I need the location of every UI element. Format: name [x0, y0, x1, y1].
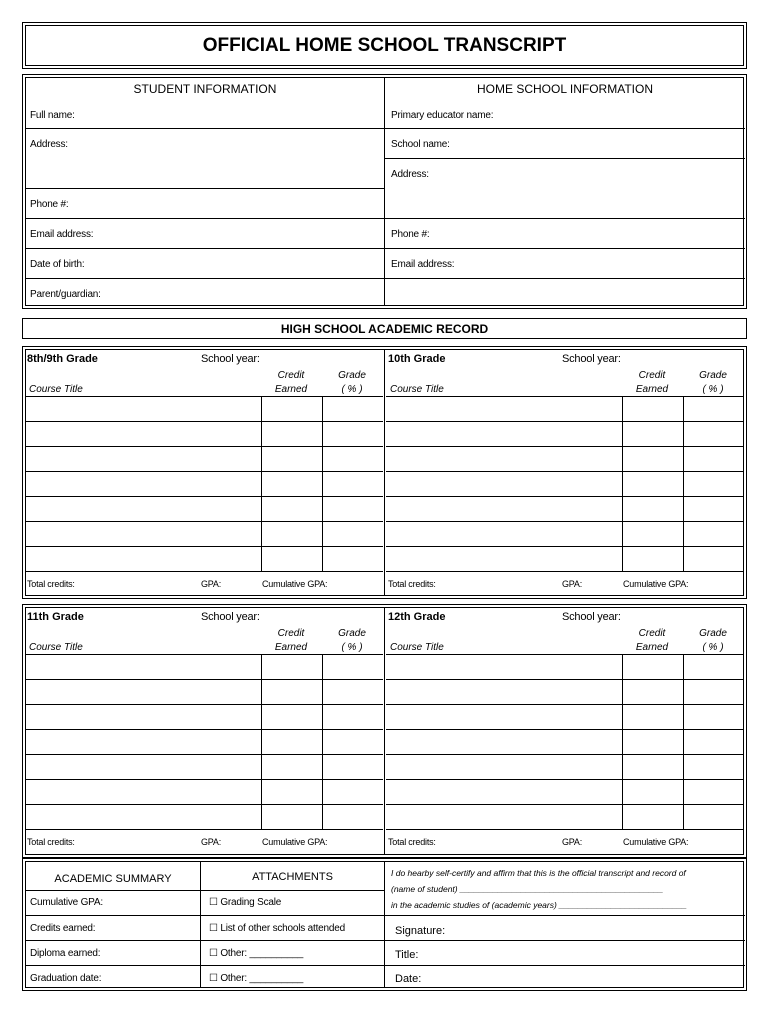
student-info-heading: STUDENT INFORMATION: [133, 82, 277, 96]
school-phone-field[interactable]: Phone #:: [391, 229, 430, 240]
grade-table: [386, 349, 744, 595]
total-credits-field[interactable]: Total credits:: [27, 579, 75, 589]
title-field[interactable]: Title:: [395, 949, 419, 961]
info-section: [22, 74, 747, 309]
grade-table: [25, 349, 383, 595]
course-row[interactable]: [25, 422, 383, 446]
course-row[interactable]: [386, 422, 744, 446]
certification-line-1: I do hearby self-certify and affirm that this is the official transcript and record of: [391, 868, 686, 878]
academic-record-banner: [22, 318, 747, 339]
credit-header-2: Earned: [274, 384, 308, 395]
course-row[interactable]: [25, 447, 383, 471]
attachment-item[interactable]: ☐ Other: __________: [209, 973, 304, 984]
grade-heading: 8th/9th Grade: [27, 353, 98, 365]
primary-educator-field[interactable]: Primary educator name:: [391, 110, 494, 121]
course-row[interactable]: [25, 547, 383, 571]
grade-table: [25, 607, 383, 853]
checkbox-icon[interactable]: ☐: [209, 897, 221, 908]
course-row[interactable]: [25, 805, 383, 829]
grade-heading: 12th Grade: [388, 611, 446, 623]
course-row[interactable]: [25, 780, 383, 804]
certification-line-2[interactable]: (name of student) ___________________________________________: [391, 884, 664, 894]
cumulative-gpa-field[interactable]: Cumulative GPA:: [623, 837, 689, 847]
course-row[interactable]: [25, 472, 383, 496]
credit-header-2: Earned: [274, 642, 308, 653]
grade-heading: 11th Grade: [27, 611, 84, 623]
course-title-header: Course Title: [390, 384, 444, 395]
phone-field[interactable]: Phone #:: [30, 199, 69, 210]
certification-line-3[interactable]: in the academic studies of (academic years) ___________________________: [391, 900, 687, 910]
attachments-heading: ATTACHMENTS: [252, 871, 333, 883]
course-row[interactable]: [386, 755, 744, 779]
grade-header-1: Grade: [338, 628, 366, 639]
full-name-field[interactable]: Full name:: [30, 110, 75, 121]
credits-earned-field[interactable]: Credits earned:: [30, 923, 96, 934]
home-school-info-heading: HOME SCHOOL INFORMATION: [476, 82, 653, 96]
credit-header-1: Credit: [638, 628, 666, 639]
school-year-field[interactable]: School year:: [562, 353, 621, 365]
grade-header-1: Grade: [699, 370, 727, 381]
date-field[interactable]: Date:: [395, 973, 422, 985]
course-row[interactable]: [386, 655, 744, 679]
page-title: OFFICIAL HOME SCHOOL TRANSCRIPT: [202, 35, 567, 56]
credit-header-1: Credit: [277, 628, 305, 639]
grade-table: [386, 607, 744, 853]
course-row[interactable]: [25, 705, 383, 729]
checkbox-icon[interactable]: ☐: [209, 923, 221, 934]
course-title-header: Course Title: [29, 642, 83, 653]
course-row[interactable]: [386, 497, 744, 521]
course-row[interactable]: [386, 705, 744, 729]
course-row[interactable]: [386, 780, 744, 804]
course-row[interactable]: [386, 397, 744, 421]
course-title-header: Course Title: [390, 642, 444, 653]
credit-header-1: Credit: [277, 370, 305, 381]
school-year-field[interactable]: School year:: [201, 353, 260, 365]
dob-field[interactable]: Date of birth:: [30, 259, 85, 270]
address-field[interactable]: Address:: [30, 139, 68, 150]
course-title-header: Course Title: [29, 384, 83, 395]
gpa-field[interactable]: GPA:: [201, 579, 222, 589]
course-row[interactable]: [386, 472, 744, 496]
graduation-date-field[interactable]: Graduation date:: [30, 973, 102, 984]
course-row[interactable]: [25, 397, 383, 421]
school-address-field[interactable]: Address:: [391, 169, 429, 180]
grade-header-2: ( % ): [702, 384, 724, 395]
total-credits-field[interactable]: Total credits:: [388, 579, 436, 589]
academic-record-heading: HIGH SCHOOL ACADEMIC RECORD: [280, 322, 489, 336]
diploma-earned-field[interactable]: Diploma earned:: [30, 948, 101, 959]
course-row[interactable]: [386, 730, 744, 754]
cumulative-gpa-field[interactable]: Cumulative GPA:: [623, 579, 689, 589]
attachment-item[interactable]: ☐ Grading Scale: [209, 897, 282, 908]
grade-header-2: ( % ): [341, 384, 363, 395]
gpa-field[interactable]: GPA:: [562, 579, 583, 589]
course-row[interactable]: [25, 680, 383, 704]
course-row[interactable]: [386, 522, 744, 546]
school-name-field[interactable]: School name:: [391, 139, 450, 150]
parent-guardian-field[interactable]: Parent/guardian:: [30, 289, 101, 300]
credit-header-2: Earned: [635, 642, 669, 653]
cumulative-gpa-field[interactable]: Cumulative GPA:: [30, 897, 103, 908]
grade-header-2: ( % ): [702, 642, 724, 653]
total-credits-field[interactable]: Total credits:: [388, 837, 436, 847]
course-row[interactable]: [25, 755, 383, 779]
gpa-field[interactable]: GPA:: [201, 837, 222, 847]
credit-header-1: Credit: [638, 370, 666, 381]
course-row[interactable]: [25, 655, 383, 679]
email-field[interactable]: Email address:: [30, 229, 94, 240]
credit-header-2: Earned: [635, 384, 669, 395]
cumulative-gpa-field[interactable]: Cumulative GPA:: [262, 579, 328, 589]
course-row[interactable]: [386, 547, 744, 571]
checkbox-icon[interactable]: ☐: [209, 948, 221, 959]
attachment-item[interactable]: ☐ List of other schools attended: [209, 923, 345, 934]
signature-field[interactable]: Signature:: [395, 925, 446, 937]
school-email-field[interactable]: Email address:: [391, 259, 455, 270]
school-year-field[interactable]: School year:: [201, 611, 260, 623]
checkbox-icon[interactable]: ☐: [209, 973, 221, 984]
summary-section: [22, 858, 747, 991]
title-box: [22, 22, 747, 69]
course-row[interactable]: [386, 805, 744, 829]
course-row[interactable]: [386, 447, 744, 471]
grade-header-1: Grade: [338, 370, 366, 381]
total-credits-field[interactable]: Total credits:: [27, 837, 75, 847]
course-row[interactable]: [25, 522, 383, 546]
course-row[interactable]: [25, 730, 383, 754]
gpa-field[interactable]: GPA:: [562, 837, 583, 847]
attachment-item[interactable]: ☐ Other: __________: [209, 948, 304, 959]
course-row[interactable]: [25, 497, 383, 521]
grade-header-2: ( % ): [341, 642, 363, 653]
grade-header-1: Grade: [699, 628, 727, 639]
grade-heading: 10th Grade: [388, 353, 446, 365]
course-row[interactable]: [386, 680, 744, 704]
academic-summary-heading: ACADEMIC SUMMARY: [54, 873, 172, 885]
cumulative-gpa-field[interactable]: Cumulative GPA:: [262, 837, 328, 847]
school-year-field[interactable]: School year:: [562, 611, 621, 623]
